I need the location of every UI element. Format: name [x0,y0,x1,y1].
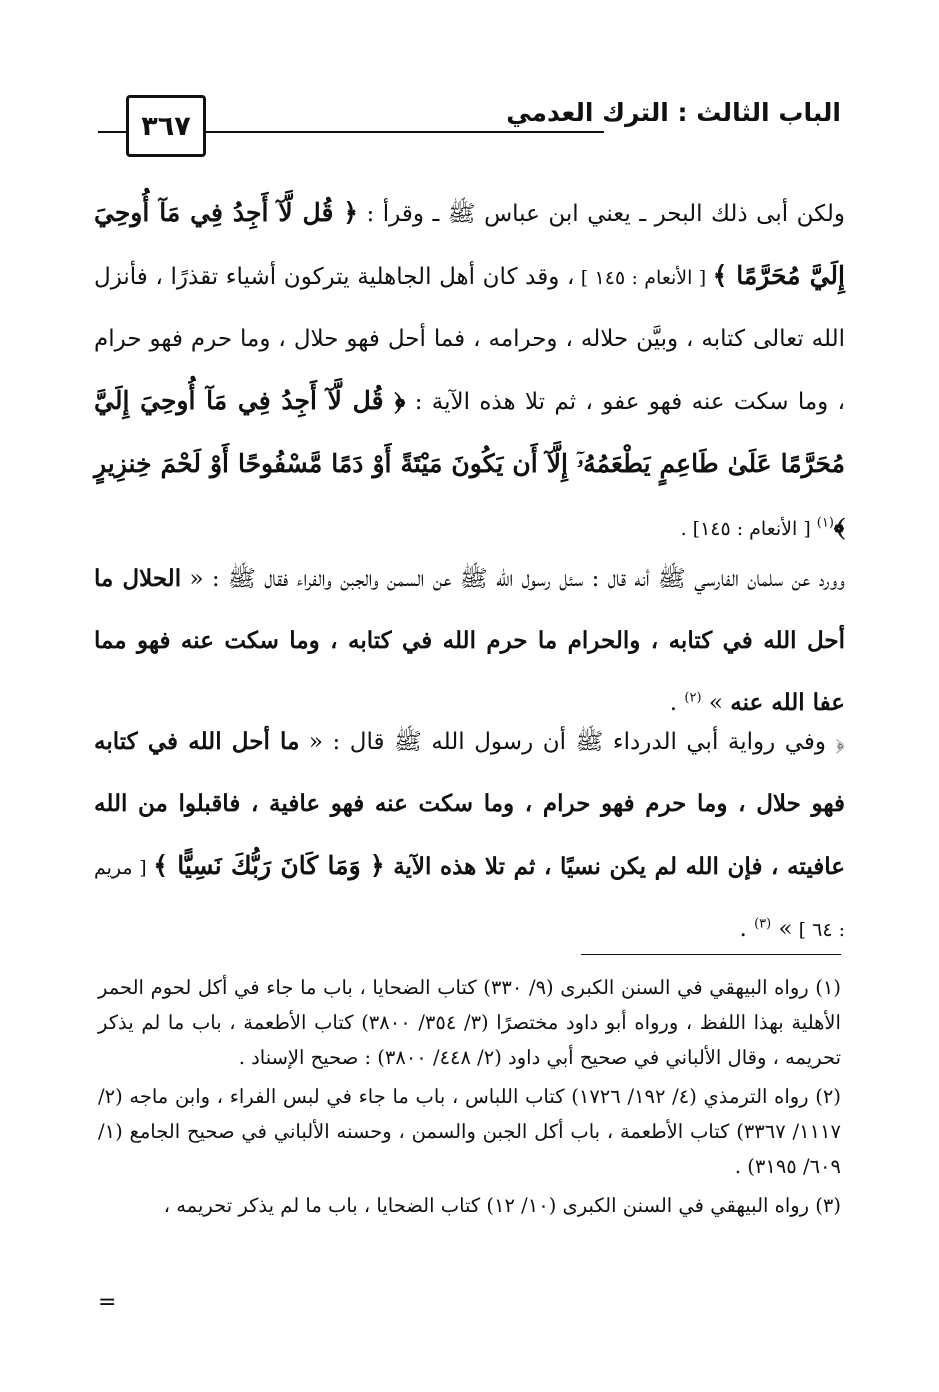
verse-reference: [ الأنعام : ١٤٥] . [680,518,817,540]
footnote-marker: (٣) [754,916,772,932]
footnote-separator [581,954,841,955]
paragraph-2 [94,548,845,734]
text: . [669,690,685,716]
text: . [739,916,755,942]
continuation-mark: = [98,1290,117,1315]
hadith-text: الحلال ما أحل الله في كتابه ، والحرام ما حرم الله في كتابه ، وما سكت عنه فهو مما عفا الله عنه [94,565,845,716]
quran-verse: ﴿ قُل لَّآ أَجِدُ فِي مَآ أُوحِيَ إِلَيَّ مُحَرَّمًا عَلَىٰ طَاعِمٍ يَطْعَمُهُۥٓ إِلَّآ أَن يَكُونَ مَيْتَةً أَوْ دَمًا مَّسْفُوحًا أَوْ لَحْمَ خِنزِيرٍ ﴾ [94,386,845,541]
footnote-2: (٢) رواه الترمذي (٤/ ١٩٢/ ١٧٢٦) كتاب اللباس ، باب ما جاء في لبس الفراء ، وابن ماجه (٢/ ١١١٧/ ٣٣٦٧) كتاب الأطعمة ، باب أكل الجبن والسمن ، وحسنه الألباني في صحيح الجامع (١/ ٦٠٩/ ٣١٩٥) . [98,1085,841,1178]
verse-reference: [ الأنعام : ١٤٥ ] [574,267,713,289]
footnotes [98,970,841,1227]
chapter-title: الباب الثالث : الترك العدمي [506,98,841,127]
paragraph-1 [94,182,845,560]
text: » [771,916,793,942]
quran-verse: ﴿ قُل لَّآ أَجِدُ فِي مَآ أُوحِيَ إِلَيَّ مُحَرَّمًا ﴾ [94,198,845,290]
text: » [701,690,731,716]
page-number: ٣٦٧ [126,95,206,157]
text: ﴿ وفي رواية أبي الدرداء ﷺ أن رسول الله ﷺ قال : « [299,729,845,755]
footnote-1: (١) رواه البيهقي في السنن الكبرى (٩/ ٣٣٠) كتاب الضحايا ، باب ما جاء في أكل لحوم الحمر الأهلية بهذا اللفظ ، ورواه أبو داود مختصرًا (٣/ ٣٥٤/ ٣٨٠٠) كتاب الأطعمة ، باب ما لم يذكر تحريمه ، وقال الألباني في صحيح أبي داود (٢/ ٤٤٨/ ٣٨٠٠) : صحيح الإسناد . [98,976,841,1069]
hadith-text: ما أحل الله في كتابه فهو حلال ، وما حرم فهو حرام ، وما سكت عنه فهو عافية ، فاقبلوا من الله عافيته ، فإن الله لم يكن نسيًا ، ثم تلا هذه الآية [94,728,846,880]
footnote-3: (٣) رواه البيهقي في السنن الكبرى (١٠/ ١٢) كتاب الضحايا ، باب ما لم يذكر تحريمه ، [163,1194,841,1217]
text: وورد عن سلمان الفارسي ﷺ أنه قال : سئل رسول الله ﷺ عن السمن والجبن والفراء فقال ﷺ : « [181,566,845,592]
verse-reference: [ مريم : ٦٤ ] [94,857,845,941]
text: ولكن أبى ذلك البحر ـ يعني ابن عباس ﷺ ـ وقرأ : [357,201,845,227]
footnote-marker: (١) [816,515,834,531]
footnote-marker: (٢) [684,690,702,706]
paragraph-3 [94,711,845,961]
text: ، وقد كان أهل الجاهلية يتركون أشياء تقذرًا ، فأنزل الله تعالى كتابه ، وبيَّن حلاله ، وحرامه ، فما أحل فهو حلال ، وما حرم فهو حرام ، وما سكت عنه فهو عفو ، ثم تلا هذه الآية : [94,264,846,415]
quran-verse: ﴿ وَمَا كَانَ رَبُّكَ نَسِيًّا ﴾ [153,851,385,880]
